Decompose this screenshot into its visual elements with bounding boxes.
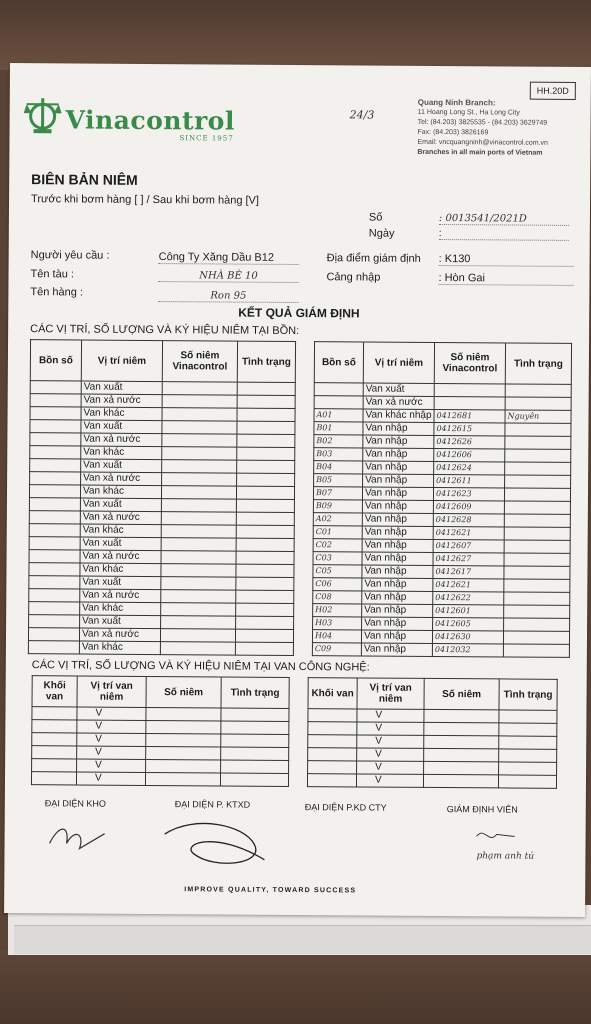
logo-wordmark: Vinacontrol [65, 105, 235, 136]
cell-tinh-trang [505, 436, 571, 449]
ngay-value: : [439, 228, 569, 241]
cell-bon-so [314, 383, 363, 396]
cell-so-niem [161, 499, 236, 513]
table-row [307, 774, 556, 789]
underlying-sheet-2 [14, 925, 591, 954]
branch-info [417, 98, 548, 159]
cell-bon-so: B05 [314, 474, 363, 487]
cell-so-niem: 0412628 [433, 513, 504, 526]
cell-so-niem [145, 772, 220, 786]
cell-vi-tri: Van nhập [362, 604, 433, 617]
cell-so-niem: 0412605 [433, 617, 504, 630]
cell-bon-so [30, 394, 81, 407]
cell-bon-so [29, 498, 80, 511]
col-bon-so: Bồn số [314, 342, 363, 383]
cell-tinh-trang [221, 721, 289, 734]
cell-bon-so [30, 459, 81, 472]
cell-so-niem [423, 774, 498, 788]
cell-bon-so [30, 420, 81, 433]
cell-tinh-trang [504, 553, 570, 566]
cell-vi-tri: Van khác [80, 602, 161, 616]
sig-warehouse-label: ĐẠI DIỆN KHO [44, 798, 106, 809]
cell-tinh-trang [221, 734, 289, 747]
cell-vi-tri: Van xuất [80, 615, 161, 629]
cell-so-niem [161, 564, 236, 578]
cell-khoi-van [31, 772, 76, 785]
cell-tinh-trang [505, 462, 571, 475]
cell-so-niem [161, 590, 236, 604]
cell-so-niem [162, 473, 237, 487]
cell-so-niem: 0412621 [433, 526, 504, 539]
col-tinh-trang: Tình trạng [505, 343, 571, 384]
cell-so-niem: 0412681 [434, 409, 505, 422]
cell-tinh-trang [236, 564, 294, 577]
cell-so-niem [161, 551, 236, 565]
ngay-label: Ngày [368, 227, 395, 240]
cell-so-niem [161, 616, 236, 630]
valve-left-body [31, 707, 289, 787]
cell-tinh-trang: Nguyên [505, 410, 571, 423]
cell-bon-so [29, 602, 80, 615]
port-value: : Hòn Gai [438, 272, 573, 286]
cell-khoi-van [308, 761, 357, 774]
cell-vi-tri: Van nhập [363, 461, 434, 474]
signature-ktxd [154, 804, 274, 875]
cell-so-niem: 0412615 [434, 422, 505, 435]
cell-vi-tri: Van nhập [363, 448, 434, 461]
logo-since: SINCE 1957 [179, 134, 234, 143]
cell-so-niem [146, 746, 221, 760]
cell-vi-tri: Van khác [80, 563, 161, 577]
goods-label: Tên hàng : [30, 286, 84, 299]
cell-vi-tri-van: V [357, 722, 424, 735]
requester-label: Người yêu cầu : [30, 249, 110, 262]
cell-so-niem [161, 512, 236, 526]
cell-tinh-trang [235, 642, 293, 655]
col-so-niem: Số niêm Vinacontrol [162, 341, 237, 383]
cell-vi-tri: Van nhập [362, 617, 433, 630]
cell-vi-tri: Van nhập [361, 630, 432, 643]
cell-vi-tri: Van xả nước [80, 550, 161, 564]
col-vi-tri-van: Vị trí van niêm [357, 678, 424, 709]
cell-bon-so: H04 [312, 630, 361, 643]
cell-vi-tri: Van xả nước [79, 628, 160, 642]
cell-tinh-trang [498, 775, 556, 788]
tank-left-body [28, 381, 295, 656]
cell-tinh-trang [237, 395, 295, 408]
cell-vi-tri: Van nhập [362, 578, 433, 591]
cell-vi-tri-van: V [76, 772, 145, 785]
cell-vi-tri: Van xả nước [81, 394, 162, 408]
so-value: : 0013541/2021D [439, 213, 569, 226]
cell-vi-tri: Van nhập [362, 487, 433, 500]
cell-tinh-trang [504, 501, 570, 514]
cell-vi-tri: Van khác [81, 407, 162, 421]
cell-khoi-van [32, 746, 77, 759]
cell-vi-tri: Van khác [80, 524, 161, 538]
branch-email: Email: vncquangninh@vinacontrol.com.vn [417, 138, 548, 147]
cell-tinh-trang [236, 603, 294, 616]
cell-tinh-trang [499, 762, 557, 775]
tank-table-left [28, 339, 296, 656]
cell-so-niem [160, 642, 235, 656]
cell-bon-so: C08 [313, 591, 362, 604]
cell-so-niem [146, 720, 221, 734]
cell-vi-tri: Van nhập [363, 435, 434, 448]
cell-so-niem: 0412607 [433, 539, 504, 552]
cell-so-niem [161, 603, 236, 617]
before-after-pumping: Trước khi bơm hàng [ ] / Sau khi bơm hàng [V] [31, 193, 260, 207]
cell-tinh-trang [237, 421, 295, 434]
cell-vi-tri: Van xả nước [81, 433, 162, 447]
cell-tinh-trang [505, 475, 571, 488]
so-label: Số [368, 211, 383, 224]
cell-vi-tri: Van xuất [81, 420, 162, 434]
cell-tinh-trang [236, 551, 294, 564]
cell-so-niem [161, 577, 236, 591]
cell-vi-tri: Van xuất [80, 537, 161, 551]
cell-bon-so [30, 381, 81, 394]
cell-so-niem [424, 709, 499, 723]
cell-vi-tri-van: V [77, 759, 146, 772]
cell-khoi-van [307, 774, 356, 787]
cell-bon-so: A01 [314, 409, 363, 422]
requester-value: Công Ty Xăng Dầu B12 [159, 251, 299, 265]
cell-khoi-van [308, 748, 357, 761]
section-valve-title: CÁC VỊ TRÍ, SỐ LƯỢNG VÀ KÝ HIỆU NIÊM TẠI VAN CÔNG NGHỆ: [31, 659, 370, 674]
cell-tinh-trang [237, 382, 295, 395]
cell-vi-tri-van: V [77, 733, 146, 746]
location-label: Địa điểm giám định [326, 252, 421, 265]
cell-bon-so [29, 485, 80, 498]
cell-so-niem [146, 707, 221, 721]
cell-tinh-trang [504, 488, 570, 501]
cell-so-niem [146, 759, 221, 773]
cell-so-niem: 0412626 [434, 435, 505, 448]
cell-so-niem [162, 421, 237, 435]
cell-bon-so [314, 396, 363, 409]
signature-inspector [475, 824, 525, 849]
cell-bon-so: C01 [313, 526, 362, 539]
cell-vi-tri: Van xả nước [363, 396, 434, 409]
cell-vi-tri-van: V [357, 748, 424, 761]
background-wood-bottom [0, 950, 591, 1024]
cell-so-niem: 0412627 [433, 552, 504, 565]
background-wood-top [0, 0, 591, 70]
cell-bon-so [30, 433, 81, 446]
col-khoi-van: Khối van [308, 678, 357, 709]
goods-value: Ron 95 [158, 290, 298, 303]
cell-bon-so: B09 [313, 500, 362, 513]
cell-khoi-van [32, 720, 77, 733]
cell-tinh-trang [236, 486, 294, 499]
cell-so-niem [146, 733, 221, 747]
cell-tinh-trang [221, 760, 289, 773]
cell-bon-so [28, 641, 79, 654]
cell-so-niem [162, 460, 237, 474]
cell-vi-tri-van: V [357, 709, 424, 722]
cell-so-niem: 0412601 [433, 604, 504, 617]
cell-tinh-trang [504, 618, 570, 631]
cell-tinh-trang [237, 434, 295, 447]
cell-tinh-trang [237, 460, 295, 473]
cell-bon-so: C05 [313, 565, 362, 578]
cell-so-niem [424, 735, 499, 749]
branch-address: 11 Hoang Long St., Ha Long City [417, 108, 520, 117]
ship-value: NHÀ BÈ 10 [158, 270, 298, 283]
vinacontrol-logo [23, 95, 61, 140]
cell-bon-so [29, 589, 80, 602]
cell-vi-tri-van: V [357, 735, 424, 748]
col-vi-tri-van: Vị trí van niêm [77, 676, 146, 707]
col-tinh-trang: Tình trạng [237, 341, 295, 382]
cell-tinh-trang [236, 590, 294, 603]
table-row [31, 772, 288, 787]
sig-ktxd-label: ĐẠI DIỆN P. KTXD [174, 799, 251, 810]
cell-tinh-trang [499, 723, 557, 736]
cell-vi-tri: Van nhập [363, 422, 434, 435]
cell-bon-so: C09 [312, 643, 361, 656]
cell-vi-tri: Van khác [80, 485, 161, 499]
cell-so-niem: 0412609 [433, 500, 504, 513]
cell-vi-tri: Van nhập [362, 565, 433, 578]
cell-so-niem [424, 761, 499, 775]
cell-tinh-trang [236, 616, 294, 629]
cell-bon-so [29, 576, 80, 589]
cell-so-niem: 0412623 [433, 487, 504, 500]
inspector-name: phạm anh tú [476, 851, 535, 862]
cell-so-niem [424, 722, 499, 736]
cell-tinh-trang [237, 473, 295, 486]
cell-tinh-trang [221, 708, 289, 721]
cell-khoi-van [308, 709, 357, 722]
cell-so-niem [161, 538, 236, 552]
section-tank-title: CÁC VỊ TRÍ, SỐ LƯỢNG VÀ KÝ HIỆU NIÊM TẠI BỒN: [30, 323, 300, 338]
cell-bon-so: B03 [314, 448, 363, 461]
branch-ports: Branches in all main ports of Vietnam [417, 148, 543, 157]
cell-tinh-trang [504, 527, 570, 540]
cell-bon-so: C06 [313, 578, 362, 591]
cell-vi-tri: Van khác [81, 446, 162, 460]
cell-tinh-trang [504, 566, 570, 579]
col-tinh-trang: Tình trạng [221, 677, 289, 708]
cell-vi-tri: Van nhập [362, 591, 433, 604]
cell-vi-tri: Van xuất [80, 498, 161, 512]
valve-table-left [31, 675, 290, 787]
cell-tinh-trang [237, 447, 295, 460]
col-vi-tri-niem: Vị trí niêm [81, 340, 162, 382]
cell-bon-so [29, 511, 80, 524]
cell-bon-so: C02 [313, 539, 362, 552]
cell-tinh-trang [499, 736, 557, 749]
cell-tinh-trang [237, 408, 295, 421]
cell-tinh-trang [504, 514, 570, 527]
table-row [28, 641, 293, 656]
branch-tel: Tel: (84.203) 3825535 - (84.203) 3629749 [417, 118, 548, 127]
cell-bon-so [29, 550, 80, 563]
cell-so-niem: 0412617 [433, 565, 504, 578]
col-so-niem: Số niêm [424, 678, 499, 710]
cell-so-niem: 0412630 [432, 630, 503, 643]
sig-kd-label: ĐẠI DIỆN P.KD CTY [304, 802, 387, 813]
cell-tinh-trang [503, 631, 569, 644]
cell-bon-so [29, 563, 80, 576]
cell-so-niem: 0412032 [432, 643, 503, 656]
cell-so-niem [434, 383, 505, 396]
cell-vi-tri: Van xả nước [80, 511, 161, 525]
cell-tinh-trang [236, 512, 294, 525]
cell-bon-so: B04 [314, 461, 363, 474]
cell-vi-tri: Van nhập [362, 539, 433, 552]
branch-name: Quang Ninh Branch: [417, 97, 496, 108]
cell-tinh-trang [503, 644, 569, 657]
cell-bon-so [29, 537, 80, 550]
cell-tinh-trang [504, 605, 570, 618]
cell-vi-tri: Van xả nước [80, 589, 161, 603]
cell-tinh-trang [236, 499, 294, 512]
doc-title: BIÊN BẢN NIÊM [31, 171, 138, 188]
document-paper [4, 63, 591, 917]
cell-so-niem [162, 382, 237, 396]
cell-tinh-trang [504, 540, 570, 553]
cell-khoi-van [308, 722, 357, 735]
cell-bon-so: C03 [313, 552, 362, 565]
cell-vi-tri: Van nhập [362, 513, 433, 526]
col-so-niem: Số niêm Vinacontrol [434, 342, 505, 383]
cell-vi-tri: Van nhập [361, 643, 432, 656]
company-motto: IMPROVE QUALITY, TOWARD SUCCESS [184, 886, 357, 895]
cell-vi-tri: Van xuất [81, 381, 162, 395]
cell-bon-so: H02 [313, 604, 362, 617]
cell-bon-so: H03 [313, 617, 362, 630]
cell-vi-tri: Van nhập [362, 552, 433, 565]
cell-tinh-trang [505, 397, 571, 410]
cell-tinh-trang [504, 592, 570, 605]
ship-label: Tên tàu : [30, 268, 74, 281]
cell-tinh-trang [505, 384, 571, 397]
cell-vi-tri: Van nhập [362, 500, 433, 513]
cell-so-niem [162, 395, 237, 409]
cell-vi-tri: Van khác nhập [363, 409, 434, 422]
cell-tinh-trang [505, 423, 571, 436]
cell-tinh-trang [504, 579, 570, 592]
handwritten-note: 24/3 [349, 108, 375, 122]
cell-tinh-trang [236, 525, 294, 538]
table-row [312, 643, 569, 658]
cell-tinh-trang [499, 710, 557, 723]
sig-inspector-label: GIÁM ĐỊNH VIÊN [446, 804, 518, 815]
col-khoi-van: Khối van [32, 676, 77, 707]
cell-tinh-trang [505, 449, 571, 462]
branch-fax: Fax: (84.203) 3826169 [417, 128, 489, 137]
cell-vi-tri: Van xuất [81, 459, 162, 473]
cell-vi-tri-van: V [77, 720, 146, 733]
cell-so-niem [162, 408, 237, 422]
cell-tinh-trang [236, 538, 294, 551]
cell-vi-tri: Van xả nước [81, 472, 162, 486]
cell-bon-so [30, 407, 81, 420]
col-bon-so: Bồn số [30, 340, 81, 381]
cell-khoi-van [32, 733, 77, 746]
valve-table-right [307, 677, 558, 789]
cell-bon-so [29, 524, 80, 537]
cell-so-niem: 0412624 [434, 461, 505, 474]
cell-bon-so: A02 [313, 513, 362, 526]
cell-so-niem [162, 434, 237, 448]
cell-vi-tri-van: V [356, 774, 423, 787]
cell-vi-tri-van: V [77, 746, 146, 759]
cell-khoi-van [308, 735, 357, 748]
cell-so-niem [424, 748, 499, 762]
cell-so-niem: 0412621 [433, 578, 504, 591]
cell-bon-so [28, 628, 79, 641]
cell-tinh-trang [220, 773, 288, 786]
cell-tinh-trang [235, 629, 293, 642]
cell-tinh-trang [236, 577, 294, 590]
cell-khoi-van [32, 759, 77, 772]
cell-vi-tri: Van nhập [363, 474, 434, 487]
col-tinh-trang: Tình trạng [499, 679, 557, 710]
cell-so-niem: 0412622 [433, 591, 504, 604]
location-value: : K130 [439, 253, 574, 267]
cell-tinh-trang [221, 747, 289, 760]
cell-tinh-trang [499, 749, 557, 762]
cell-bon-so [29, 615, 80, 628]
cell-vi-tri: Van xuất [363, 383, 434, 396]
cell-vi-tri: Van khác [79, 641, 160, 655]
cell-khoi-van [32, 707, 77, 720]
cell-bon-so: B01 [314, 422, 363, 435]
cell-so-niem [161, 525, 236, 539]
valve-right-body [307, 709, 557, 789]
cell-bon-so: B07 [313, 487, 362, 500]
cell-vi-tri-van: V [77, 707, 146, 720]
cell-vi-tri-van: V [357, 761, 424, 774]
col-so-niem: Số niêm [146, 676, 221, 708]
form-code: HH.20D [530, 82, 576, 100]
cell-bon-so [30, 472, 81, 485]
tank-right-body [312, 383, 571, 658]
port-label: Cảng nhập [326, 271, 381, 284]
signature-warehouse [44, 813, 114, 858]
cell-vi-tri: Van nhập [362, 526, 433, 539]
scales-logo-icon [23, 95, 61, 135]
cell-so-niem [161, 486, 236, 500]
cell-so-niem [160, 629, 235, 643]
cell-so-niem: 0412606 [434, 448, 505, 461]
cell-so-niem [434, 396, 505, 409]
tank-table-right [312, 341, 572, 658]
cell-bon-so [30, 446, 81, 459]
result-title: KẾT QUẢ GIÁM ĐỊNH [238, 305, 360, 321]
cell-bon-so: B02 [314, 435, 363, 448]
cell-so-niem: 0412611 [434, 474, 505, 487]
cell-so-niem [162, 447, 237, 461]
cell-vi-tri: Van xuất [80, 576, 161, 590]
col-vi-tri-niem: Vị trí niêm [363, 342, 434, 383]
